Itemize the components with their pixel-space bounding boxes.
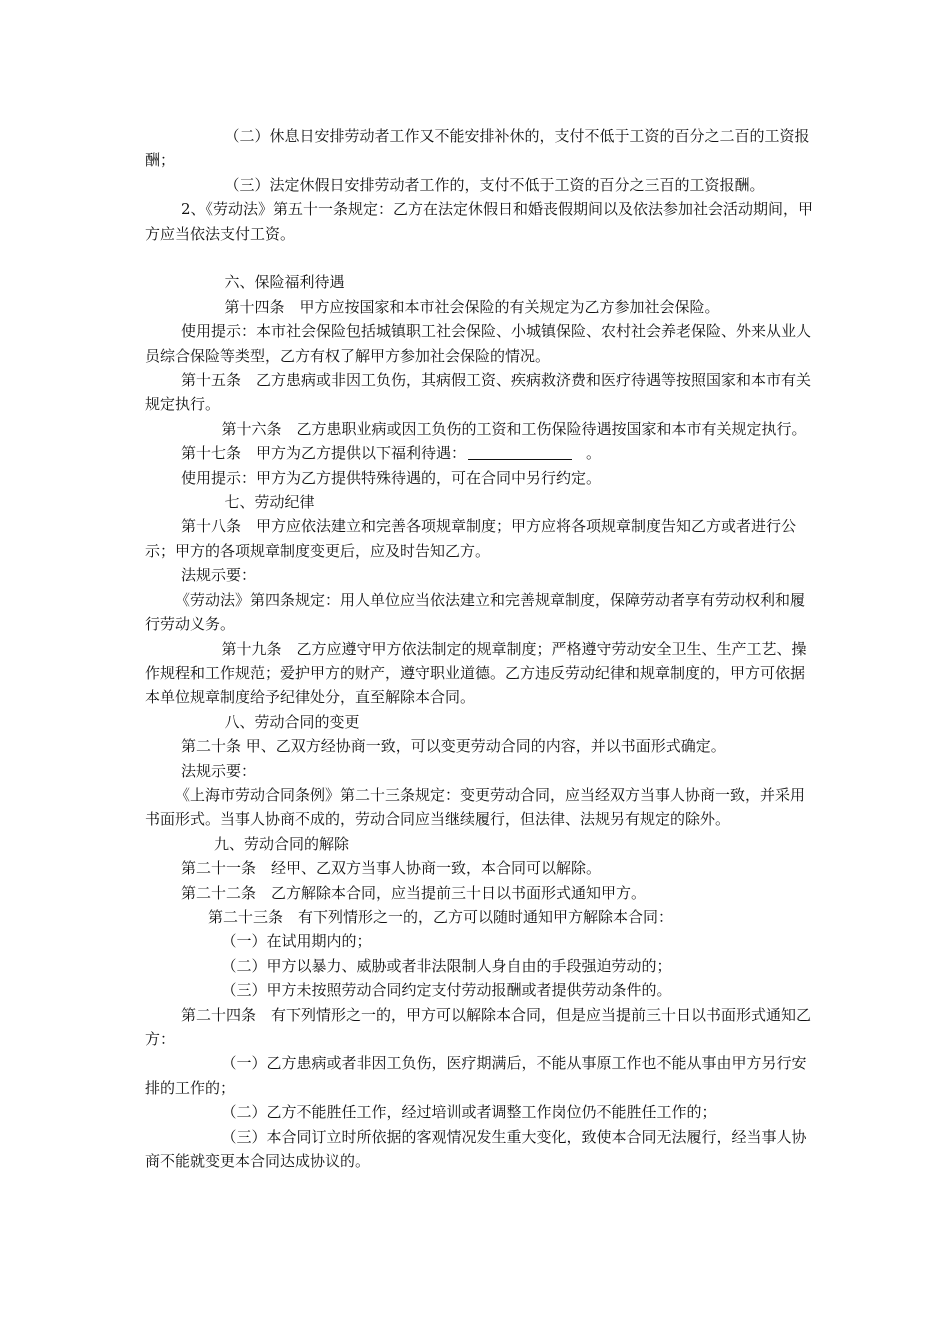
usage-tip: 使用提示：甲方为乙方提供特殊待遇的，可在合同中另行约定。: [181, 468, 602, 487]
usage-tip: 使用提示：本市社会保险包括城镇职工社会保险、小城镇保险、农村社会养老保险、外来从业人员综合保险等类型，乙方有权了解甲方参加社会保险的情况。: [145, 322, 812, 365]
article-paragraph: 第十五条 乙方患病或非因工负伤，其病假工资、疾病救济费和医疗待遇等按照国家和本市有关规定执行。: [145, 371, 812, 414]
article-paragraph: 第十四条 甲方应按国家和本市社会保险的有关规定为乙方参加社会保险。: [224, 297, 720, 316]
section-heading: 七、劳动纪律: [224, 493, 315, 512]
fill-in-blank[interactable]: [468, 445, 572, 460]
period: 。: [586, 444, 602, 463]
regulation-text: 《劳动法》第四条规定：用人单位应当依法建立和完善规章制度，保障劳动者享有劳动权利和履行劳动义务。: [145, 590, 806, 634]
blank-line: [145, 246, 815, 270]
document-page: [145, 124, 815, 1173]
paragraph: （二）休息日安排劳动者工作又不能安排补休的，支付不低于工资的百分之二百的工资报酬；: [145, 127, 810, 170]
article-paragraph: 第二十一条 经甲、乙双方当事人协商一致，本合同可以解除。: [181, 859, 602, 878]
article-text: 第十七条 甲方为乙方提供以下福利待遇：: [181, 444, 467, 463]
list-item: （三）甲方未按照劳动合同约定支付劳动报酬或者提供劳动条件的。: [221, 981, 672, 1000]
article-paragraph: 第十六条 乙方患职业病或因工负伤的工资和工伤保险待遇按国家和本市有关规定执行。: [221, 419, 807, 438]
section-heading: 九、劳动合同的解除: [214, 834, 350, 853]
list-item: （二）乙方不能胜任工作，经过培训或者调整工作岗位仍不能胜任工作的；: [221, 1103, 717, 1122]
regulation-text: 《上海市劳动合同条例》第二十三条规定：变更劳动合同，应当经双方当事人协商一致，并采用书面形式。当事人协商不成的，劳动合同应当继续履行，但法律、法规另有规定的除外。: [145, 785, 806, 829]
article-paragraph: 第二十四条 有下列情形之一的，甲方可以解除本合同，但是应当提前三十日以书面形式通知乙方：: [145, 1005, 812, 1049]
regulation-label: 法规示要：: [181, 566, 257, 585]
article-paragraph: [145, 441, 815, 465]
regulation-label: 法规示要：: [181, 761, 257, 780]
section-heading: 六、保险福利待遇: [224, 273, 345, 292]
list-item: （一）在试用期内的；: [221, 932, 372, 951]
paragraph: （三）法定休假日安排劳动者工作的，支付不低于工资的百分之三百的工资报酬。: [224, 175, 765, 194]
article-paragraph: 第二十条 甲、乙双方经协商一致，可以变更劳动合同的内容，并以书面形式确定。: [181, 737, 726, 756]
list-item: （二）甲方以暴力、威胁或者非法限制人身自由的手段强迫劳动的；: [221, 956, 672, 975]
article-paragraph: 第十八条 甲方应依法建立和完善各项规章制度；甲方应将各项规章制度告知乙方或者进行公示；甲方的各项规章制度变更后，应及时告知乙方。: [145, 517, 797, 560]
article-paragraph: 第二十三条 有下列情形之一的，乙方可以随时通知甲方解除本合同：: [208, 907, 674, 926]
section-heading: 八、劳动合同的变更: [224, 712, 360, 731]
list-item: （一）乙方患病或者非因工负伤，医疗期满后，不能从事原工作也不能从事由甲方另行安排的工作的；: [145, 1054, 807, 1097]
paragraph: 2、《劳动法》第五十一条规定：乙方在法定休假日和婚丧假期间以及依法参加社会活动期间，甲方应当依法支付工资。: [145, 200, 814, 243]
article-paragraph: 第二十二条 乙方解除本合同，应当提前三十日以书面形式通知甲方。: [181, 883, 647, 902]
article-paragraph: 第十九条 乙方应遵守甲方依法制定的规章制度；严格遵守劳动安全卫生、生产工艺、操作规程和工作规范；爱护甲方的财产，遵守职业道德。乙方违反劳动纪律和规章制度的，甲方可依据本单位规章制度给予纪律处分，直至解除本合同。: [145, 639, 807, 707]
list-item: （三）本合同订立时所依据的客观情况发生重大变化，致使本合同无法履行，经当事人协商不能就变更本合同达成协议的。: [145, 1127, 807, 1171]
